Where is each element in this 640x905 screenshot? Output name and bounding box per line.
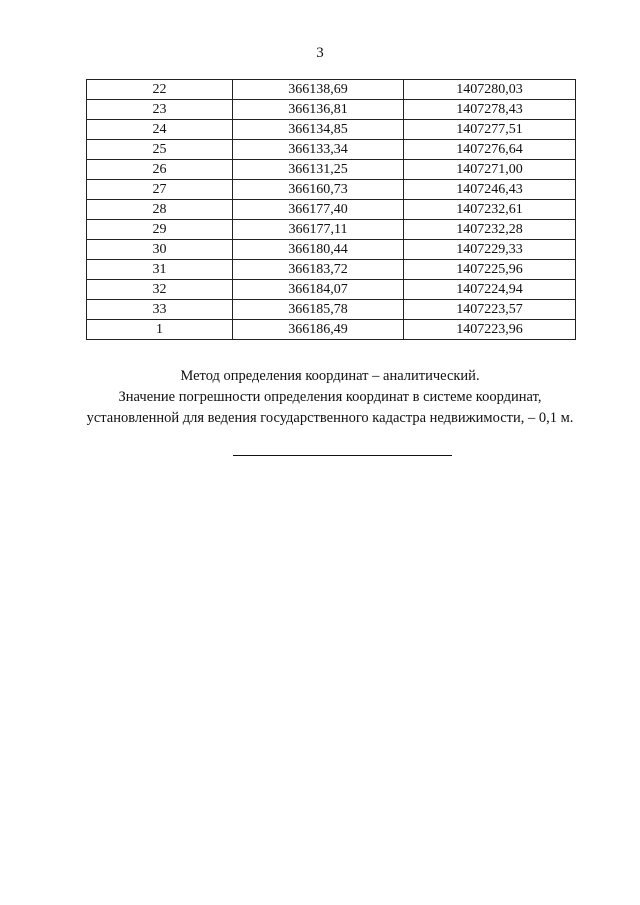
point-number-cell: 27	[87, 180, 233, 200]
table-row	[87, 260, 576, 280]
notes-block	[40, 366, 620, 429]
page-number: 3	[316, 45, 324, 61]
y-coordinate-cell: 1407229,33	[404, 240, 576, 260]
table-row	[87, 280, 576, 300]
x-coordinate-cell: 366136,81	[233, 100, 404, 120]
table-row	[87, 180, 576, 200]
table-row	[87, 80, 576, 100]
y-coordinate-cell: 1407232,28	[404, 220, 576, 240]
y-coordinate-cell: 1407223,96	[404, 320, 576, 340]
table-row	[87, 220, 576, 240]
point-number-cell: 23	[87, 100, 233, 120]
x-coordinate-cell: 366131,25	[233, 160, 404, 180]
table-row	[87, 200, 576, 220]
x-coordinate-cell: 366180,44	[233, 240, 404, 260]
point-number-cell: 24	[87, 120, 233, 140]
point-number-cell: 1	[87, 320, 233, 340]
x-coordinate-cell: 366184,07	[233, 280, 404, 300]
y-coordinate-cell: 1407223,57	[404, 300, 576, 320]
y-coordinate-cell: 1407276,64	[404, 140, 576, 160]
point-number-cell: 31	[87, 260, 233, 280]
x-coordinate-cell: 366185,78	[233, 300, 404, 320]
table-row	[87, 120, 576, 140]
point-number-cell: 29	[87, 220, 233, 240]
accuracy-note-line-1: Значение погрешности определения координат в системе координат,	[118, 389, 542, 405]
x-coordinate-cell: 366133,34	[233, 140, 404, 160]
table-row	[87, 100, 576, 120]
x-coordinate-cell: 366134,85	[233, 120, 404, 140]
point-number-cell: 25	[87, 140, 233, 160]
y-coordinate-cell: 1407246,43	[404, 180, 576, 200]
method-note: Метод определения координат – аналитический.	[180, 368, 480, 384]
x-coordinate-cell: 366177,11	[233, 220, 404, 240]
table-row	[87, 300, 576, 320]
x-coordinate-cell: 366186,49	[233, 320, 404, 340]
x-coordinate-cell: 366183,72	[233, 260, 404, 280]
point-number-cell: 33	[87, 300, 233, 320]
x-coordinate-cell: 366138,69	[233, 80, 404, 100]
closing-divider-line	[233, 455, 452, 456]
point-number-cell: 32	[87, 280, 233, 300]
x-coordinate-cell: 366160,73	[233, 180, 404, 200]
accuracy-note-line-2: установленной для ведения государственного кадастра недвижимости, – 0,1 м.	[86, 410, 574, 426]
x-coordinate-cell: 366177,40	[233, 200, 404, 220]
coordinates-table	[86, 79, 576, 340]
point-number-cell: 22	[87, 80, 233, 100]
y-coordinate-cell: 1407225,96	[404, 260, 576, 280]
point-number-cell: 26	[87, 160, 233, 180]
table-row	[87, 320, 576, 340]
table-row	[87, 140, 576, 160]
y-coordinate-cell: 1407232,61	[404, 200, 576, 220]
y-coordinate-cell: 1407277,51	[404, 120, 576, 140]
y-coordinate-cell: 1407278,43	[404, 100, 576, 120]
point-number-cell: 28	[87, 200, 233, 220]
point-number-cell: 30	[87, 240, 233, 260]
table-row	[87, 240, 576, 260]
y-coordinate-cell: 1407280,03	[404, 80, 576, 100]
y-coordinate-cell: 1407224,94	[404, 280, 576, 300]
y-coordinate-cell: 1407271,00	[404, 160, 576, 180]
table-row	[87, 160, 576, 180]
